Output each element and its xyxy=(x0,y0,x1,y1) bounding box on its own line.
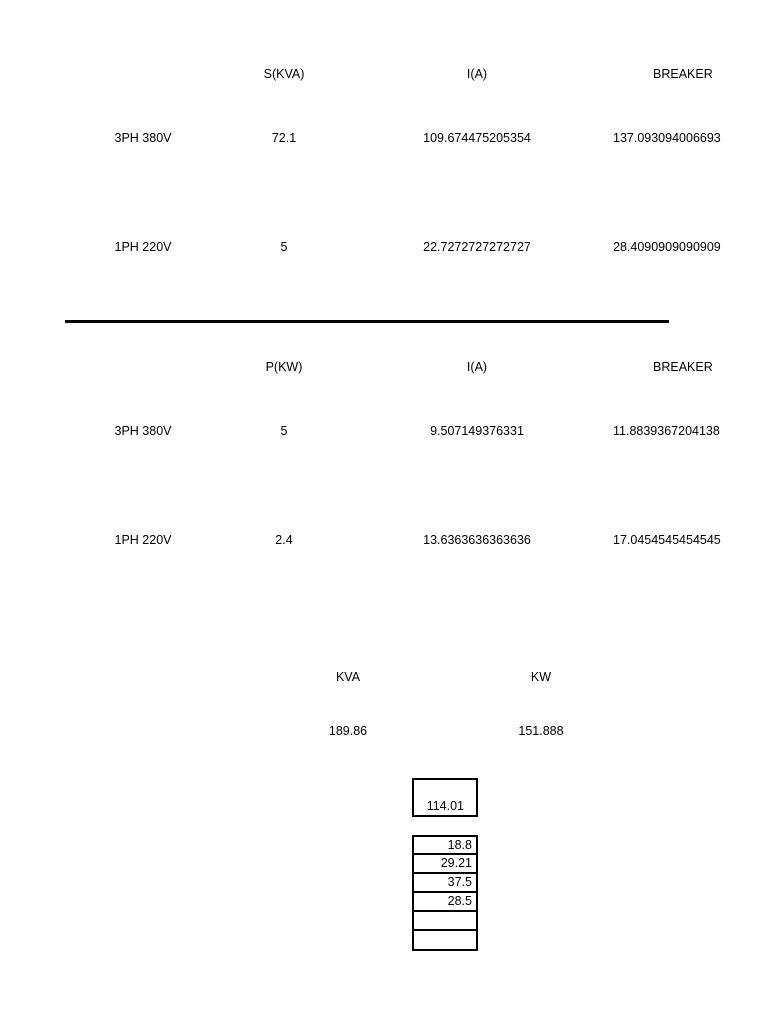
row-current: 13.6363636363636 xyxy=(423,533,531,547)
row-current: 22.7272727272727 xyxy=(423,240,531,254)
row-current: 109.674475205354 xyxy=(423,131,531,145)
section-divider xyxy=(65,320,669,323)
row-value: 5 xyxy=(280,240,288,254)
list-item: 18.8 xyxy=(412,835,478,854)
row-value: 5 xyxy=(280,424,288,438)
header-skva: S(KVA) xyxy=(263,67,305,81)
list-item: 28.5 xyxy=(412,892,478,911)
row-value: 2.4 xyxy=(275,533,293,547)
header-pkw: P(KW) xyxy=(265,360,303,374)
list-item: 29.21 xyxy=(412,854,478,873)
header-current: I(A) xyxy=(466,360,488,374)
total-kw-label: KW xyxy=(530,670,552,684)
sum-box-value: 114.01 xyxy=(426,799,464,813)
row-label: 3PH 380V xyxy=(114,424,172,438)
total-kva-label: KVA xyxy=(335,670,361,684)
row-current: 9.507149376331 xyxy=(430,424,524,438)
row-breaker: 17.0454545454545 xyxy=(613,533,721,547)
header-breaker: BREAKER xyxy=(653,360,713,374)
list-item: 37.5 xyxy=(412,873,478,892)
total-kva-value: 189.86 xyxy=(328,724,368,738)
list-item xyxy=(412,930,478,951)
row-value: 72.1 xyxy=(271,131,297,145)
list-item xyxy=(412,911,478,930)
row-label: 1PH 220V xyxy=(114,240,172,254)
header-breaker: BREAKER xyxy=(653,67,713,81)
row-label: 3PH 380V xyxy=(114,131,172,145)
sum-box xyxy=(412,778,478,817)
row-breaker: 11.8839367204138 xyxy=(613,424,720,438)
header-current: I(A) xyxy=(466,67,488,81)
row-breaker: 28.4090909090909 xyxy=(613,240,721,254)
row-label: 1PH 220V xyxy=(114,533,172,547)
total-kw-value: 151.888 xyxy=(518,724,564,738)
row-breaker: 137.093094006693 xyxy=(613,131,721,145)
